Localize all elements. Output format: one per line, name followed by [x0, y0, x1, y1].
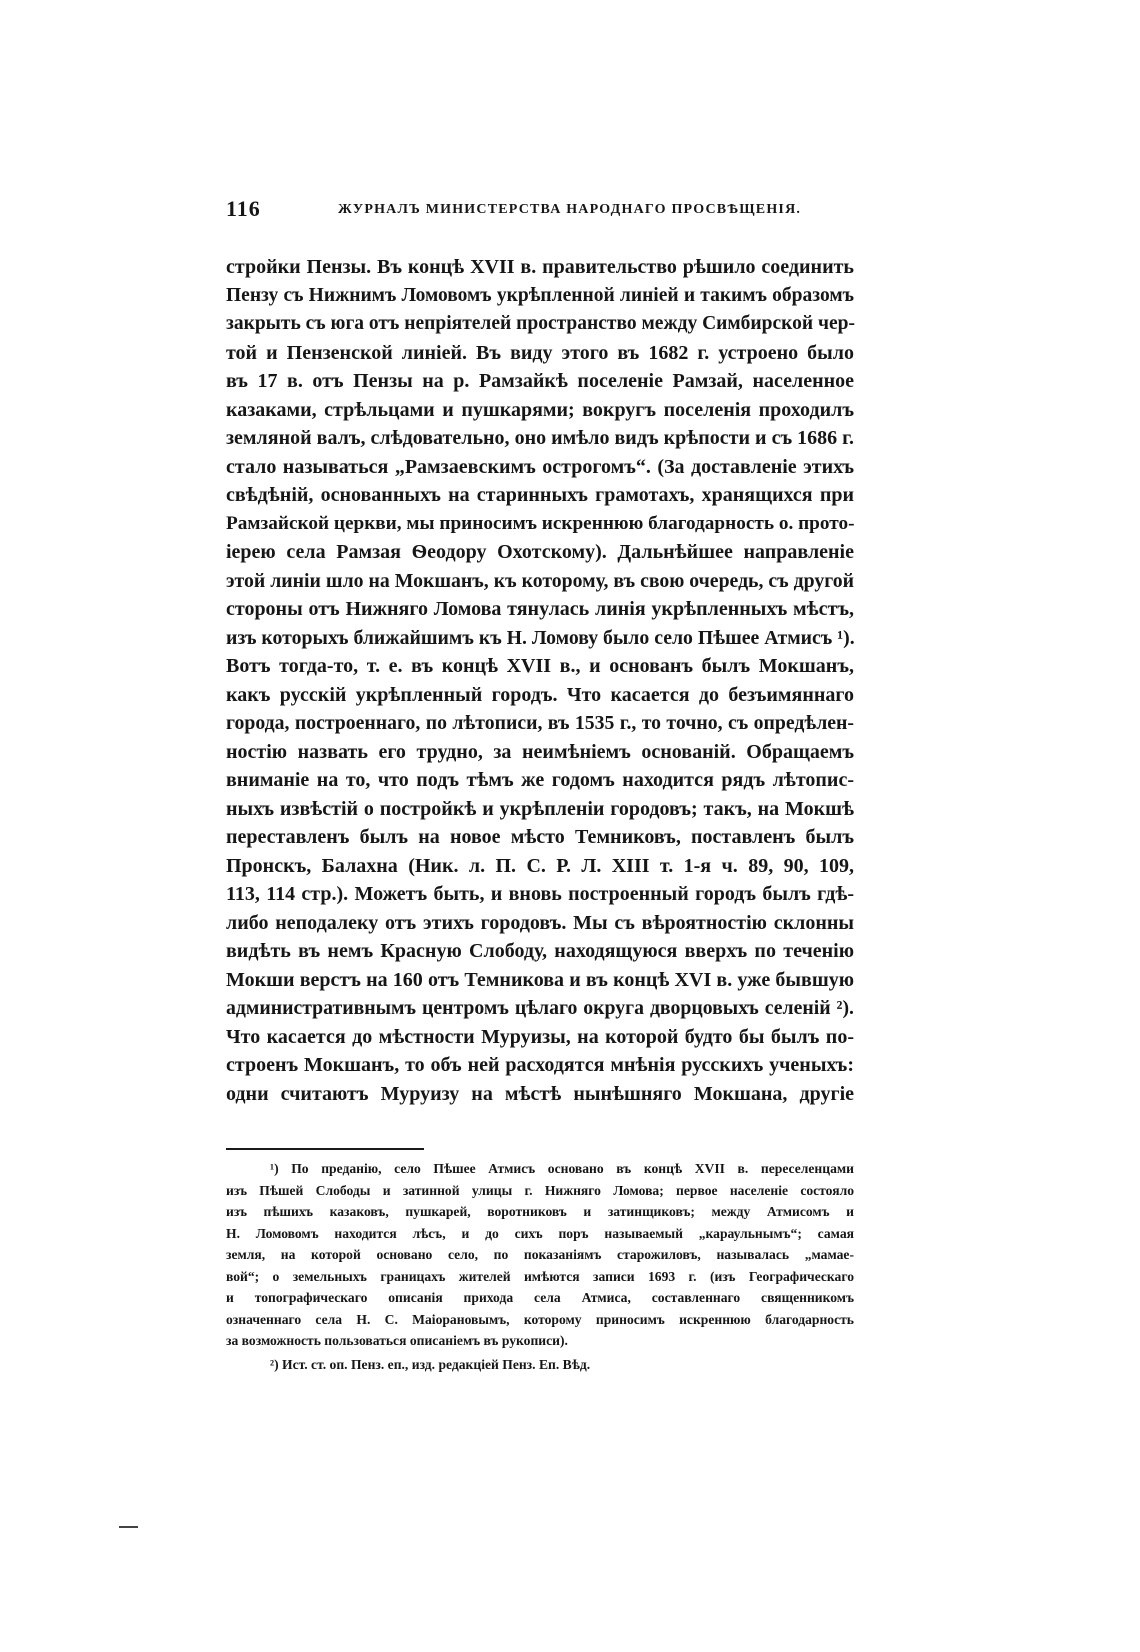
footnote-line: и топографическаго описанія прихода села Атмиса, составленнаго священникомъ — [226, 1290, 854, 1305]
footnote-line: вой“; о земельныхъ границахъ жителей имѣются записи 1693 г. (изъ Географическаго — [226, 1268, 854, 1284]
footnote-separator — [226, 1148, 424, 1150]
body-line: ностію назвать его трудно, за неимѣніемъ основаній. Обращаемъ — [226, 740, 854, 763]
body-line: видѣть въ немъ Красную Слободу, находящуюся вверхъ по теченію — [226, 940, 854, 962]
body-line: свѣдѣній, основанныхъ на старинныхъ грамотахъ, хранящихся при — [226, 484, 854, 506]
body-line: Мокши верстъ на 160 отъ Темникова и въ концѣ XVI в. уже бывшую — [226, 968, 854, 991]
body-line: закрыть съ юга отъ непріятелей пространство между Симбирской чер- — [226, 313, 855, 334]
footnote-line: изъ пѣшихъ казаковъ, пушкарей, воротниковъ и затинщиковъ; между Атмисомъ и — [226, 1204, 854, 1219]
body-line: Рамзайской церкви, мы приносимъ искреннюю благодарность о. прото- — [226, 512, 855, 534]
page-number: 116 — [226, 196, 261, 221]
footnote-line: означеннаго села Н. С. Маіорановымъ, которому приносимъ искреннюю благодарность — [226, 1311, 854, 1327]
body-line: въ 17 в. отъ Пензы на р. Рамзайкѣ поселеніе Рамзай, населенное — [226, 370, 854, 392]
body-line: 113, 114 стр.). Можетъ быть, и вновь построенный городъ былъ гдѣ- — [226, 883, 854, 905]
body-line: той и Пензенской линіей. Въ виду этого въ 1682 г. устроено было — [226, 341, 854, 364]
body-line: города, построеннаго, по лѣтописи, въ 1535 г., то точно, съ опредѣлен- — [226, 712, 854, 734]
body-line: строенъ Мокшанъ, то объ ней расходятся мнѣнія русскихъ ученыхъ: — [226, 1054, 854, 1076]
body-line: изъ которыхъ ближайшимъ къ Н. Ломову было село Пѣшее Атмисъ ¹). — [226, 626, 855, 649]
body-line: административнымъ центромъ цѣлаго округа дворцовыхъ селеній ²). — [226, 997, 854, 1019]
footnote-line: изъ Пѣшей Слободы и затинной улицы г. Нижняго Ломова; первое населеніе состояло — [226, 1182, 854, 1198]
body-line: вниманіе на то, что подъ тѣмъ же годомъ находится рядъ лѣтопис- — [226, 769, 854, 791]
footnote-line: Н. Ломовомъ находится лѣсъ, и до сихъ поръ называемый „караульнымъ“; самая — [226, 1225, 854, 1241]
body-line: этой линіи шло на Мокшанъ, къ которому, въ свою очередь, съ другой — [226, 569, 854, 592]
margin-mark — [119, 1526, 138, 1528]
running-title: ЖУРНАЛЪ МИНИСТЕРСТВА НАРОДНАГО ПРОСВѢЩЕНІЯ. — [338, 202, 802, 217]
body-line: Пронскъ, Балахна (Ник. л. П. С. Р. Л. XIII т. 1-я ч. 89, 90, 109, — [226, 854, 854, 877]
body-line: переставленъ былъ на новое мѣсто Темниковъ, поставленъ былъ — [226, 826, 854, 848]
footnote-line: земля, на которой основано село, по показаніямъ старожиловъ, называлась „мамае- — [226, 1247, 854, 1262]
body-line: іерею села Рамзая Ѳеодору Охотскому). Дальнѣйшее направленіе — [226, 541, 854, 563]
body-line: стройки Пензы. Въ концѣ XVII в. правительство рѣшило соединить — [226, 256, 854, 278]
body-line: земляной валъ, слѣдовательно, оно имѣло видъ крѣпости и съ 1686 г. — [226, 427, 854, 449]
body-line: какъ русскій укрѣпленный городъ. Что касается до безъимяннаго — [226, 683, 854, 706]
body-line: стало называться „Рамзаевскимъ острогомъ“. (За доставленіе этихъ — [226, 455, 854, 478]
body-line: Что касается до мѣстности Муруизы, на которой будто бы былъ по- — [226, 1025, 854, 1048]
body-line: либо неподалеку отъ этихъ городовъ. Мы съ вѣроятностію склонны — [226, 911, 854, 934]
body-line: стороны отъ Нижняго Ломова тянулась линія укрѣпленныхъ мѣстъ, — [226, 598, 854, 620]
body-line: одни считаютъ Муруизу на мѣстѣ нынѣшняго Мокшана, другіе — [226, 1082, 854, 1105]
body-line: казаками, стрѣльцами и пушкарями; вокругъ поселенія проходилъ — [226, 398, 854, 421]
page-header — [226, 196, 854, 228]
footnote-line: за возможность пользоваться описаніемъ въ рукописи). — [226, 1333, 568, 1348]
footnote-line: ²) Ист. ст. оп. Пенз. еп., изд. редакціей Пенз. Еп. Вѣд. — [270, 1357, 591, 1372]
body-line: ныхъ извѣстій о постройкѣ и укрѣпленіи городовъ; такъ, на Мокшѣ — [226, 797, 854, 820]
body-line: Пензу съ Нижнимъ Ломовомъ укрѣпленной линіей и такимъ образомъ — [226, 284, 854, 306]
body-line: Вотъ тогда-то, т. е. въ концѣ XVII в., и основанъ былъ Мокшанъ, — [226, 655, 854, 677]
footnote-line: ¹) По преданію, село Пѣшее Атмисъ основано въ концѣ XVII в. переселенцами — [270, 1161, 854, 1176]
